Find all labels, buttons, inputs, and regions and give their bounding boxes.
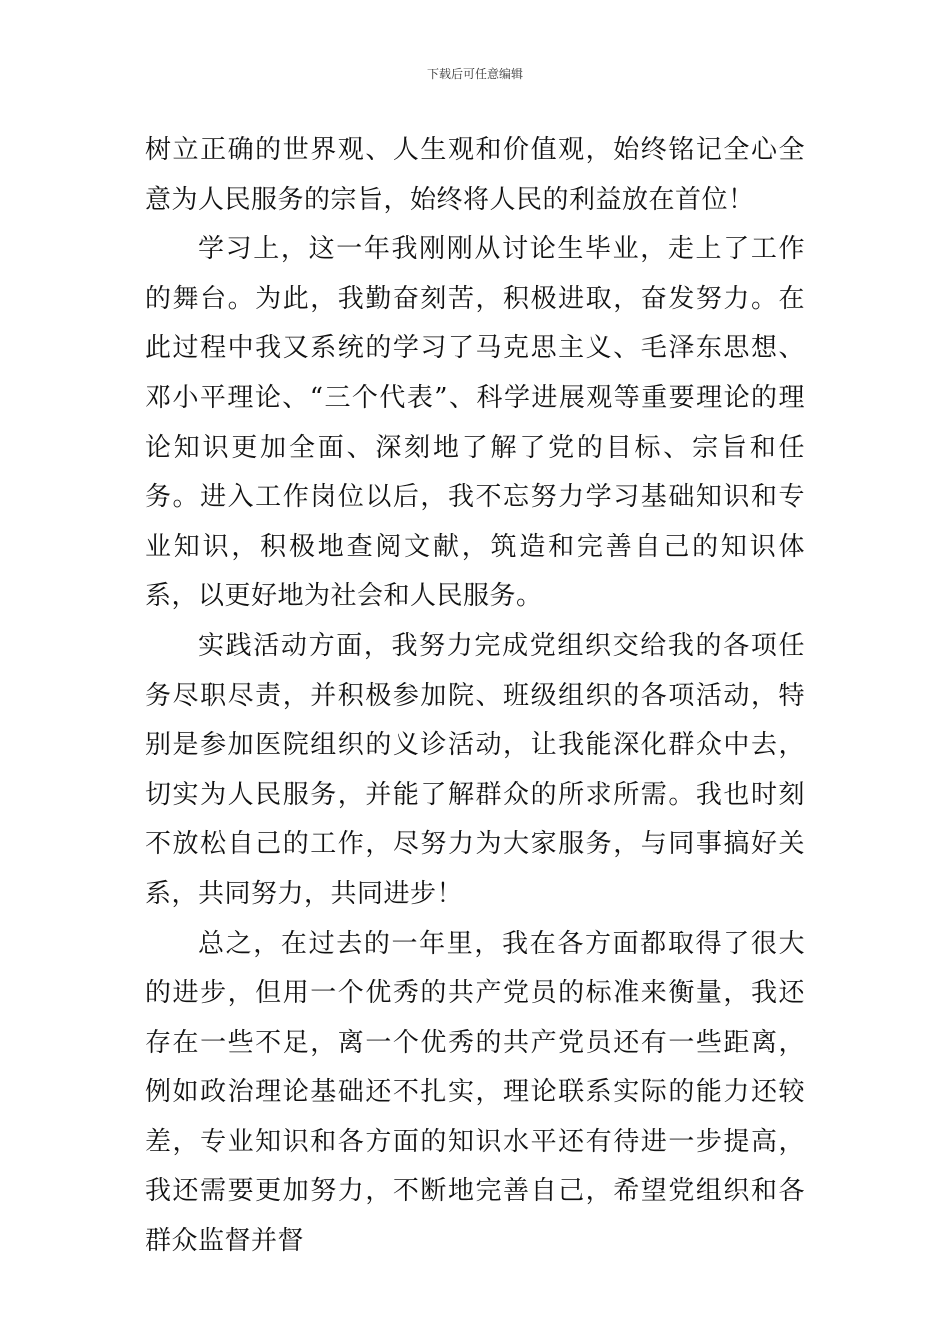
header-note: 下载后可任意编辑 xyxy=(426,67,523,81)
paragraph-practice: 实践活动方面，我努力完成党组织交给我的各项任务尽职尽责，并积极参加院、班级组织的各项活动，特别是参加医院组织的义诊活动，让我能深化群众中去，切实为人民服务，并能了解群众的所求所需。我也时刻不放松自己的工作，尽努力为大家服务，与同事搞好关系，共同努力，共同进步！ xyxy=(145,630,805,909)
paragraph-continuation: 树立正确的世界观、人生观和价值观，始终铭记全心全意为人民服务的宗旨，始终将人民的利益放在首位！ xyxy=(145,135,805,215)
paragraph-study: 学习上，这一年我刚刚从讨论生毕业，走上了工作的舞台。为此，我勤奋刻苦，积极进取，奋发努力。在此过程中我又系统的学习了马克思主义、毛泽东思想、邓小平理论、“三个代表”、科学进展观等重要理论的理论知识更加全面、深刻地了解了党的目标、宗旨和任务。进入工作岗位以后，我不忘努力学习基础知识和专业知识，积极地查阅文献，筑造和完善自己的知识体系，以更好地为社会和人民服务。 xyxy=(145,234,805,612)
paragraph-summary: 总之，在过去的一年里，我在各方面都取得了很大的进步，但用一个优秀的共产党员的标准来衡量，我还存在一些不足，离一个优秀的共产党员还有一些距离，例如政治理论基础还不扎实，理论联系实际的能力还较差，专业知识和各方面的知识水平还有待进一步提高，我还需要更加努力，不断地完善自己，希望党组织和各群众监督并督 xyxy=(145,928,805,1257)
document-body xyxy=(145,126,805,1267)
